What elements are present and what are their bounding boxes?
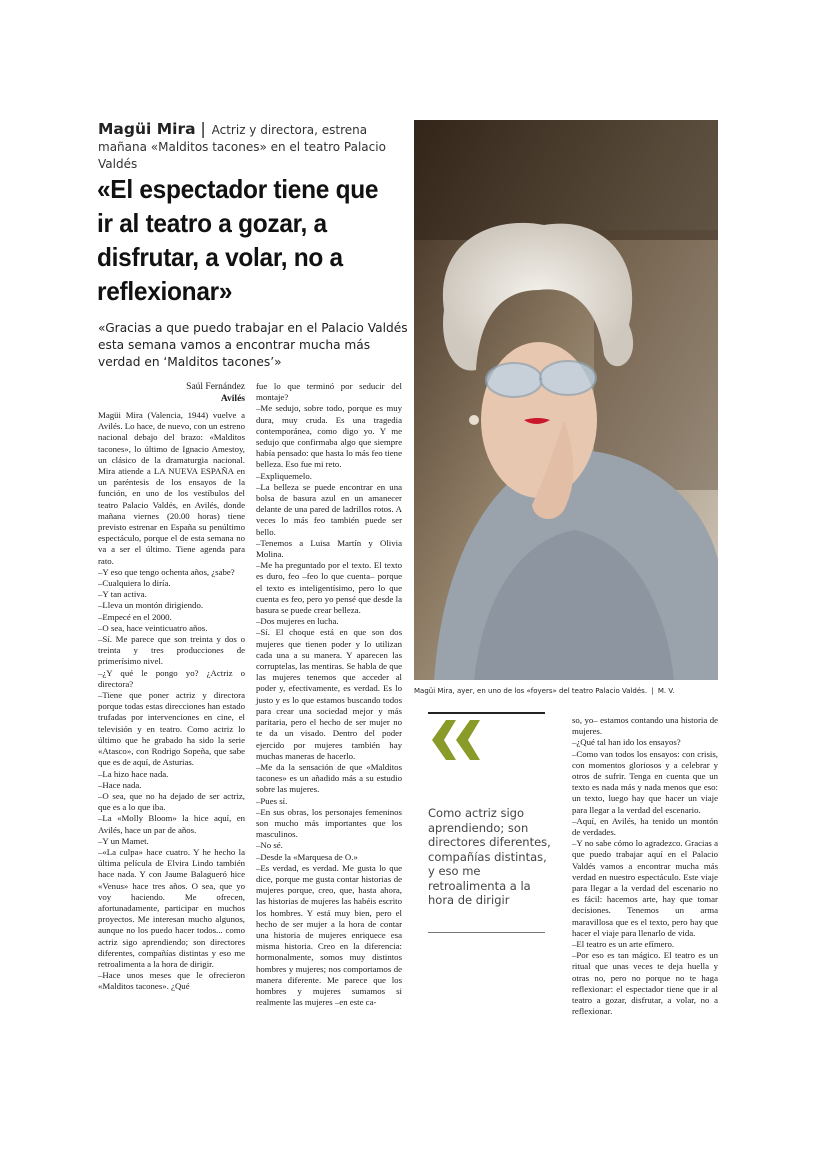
quote-mark-icon [428, 716, 488, 764]
pull-quote-bottom-rule [428, 932, 545, 933]
portrait-illustration [414, 120, 718, 680]
byline [98, 381, 245, 405]
article-column-2: fue lo que terminó por seducir del montaje? –Me sedujo, sobre todo, porque es muy dura, muy cruda. Es una tragedia contemporánea, como digo yo. Y me sedujo que confirmaba algo que siempre había pensado: que hasta lo más feo tiene belleza. Eso fue mi reto. –Expliquemelo. –La belleza se puede encontrar en una bolsa de basura azul en un amanecer delante de una pared de ladrillos rotos. A veces lo más feo también puede ser bello. –Tenemos a Luisa Martín y Olivia Molina. –Me ha preguntado por el texto. El texto es duro, feo –feo lo que cuenta– porque el texto es inteligentísimo, pero lo que cuenta es feo, pero yo pensé que desde la basura se puede crear belleza. –Dos mujeres en lucha. –Sí. El choque está en que son dos mujeres que tienen poder y lo utilizan cada una a su manera. Y aparecen las corruptelas, las mentiras. Se habla de que las mujeres tenemos que acceder al poder y, efectivamente, es verdad. Es lo justo y es lo que estamos buscando todos para crear una sociedad mejor y más paritaria, pero el hecho de ser mujer no te da un visado. Dentro del poder ejercido por mujeres también hay muchas maneras de hacerlo. –Me da la sensación de que «Malditos tacones» es un añadido más a su estudio sobre las mujeres. –Pues sí. –En sus obras, los personajes femeninos son mucho más importantes que los masculinos. –No sé. –Desde la «Marquesa de O.» –Es verdad, es verdad. Me gusta lo que dice, porque me gusta contar historias de mujeres porque, creo, que, hasta ahora, las historias de mujeres las habéis escrito los hombres. Y está muy bien, pero el hecho de ser mujer a la hora de contar una historia de mujeres enriquece esa misma historia. Creo en la diferencia: hormonalmente, somos muy distintos hombres y mujeres; nos comportamos de manera diferente. Me parece que los hombres y mujeres sumamos si realmente las mujeres –en este ca- [256, 381, 402, 1008]
caption-text: Magüi Mira, ayer, en uno de los «foyers» del teatro Palacio Valdés. [414, 687, 648, 695]
photo-credit: M. V. [657, 687, 675, 695]
kicker-separator: | [200, 119, 206, 138]
article-kicker [98, 120, 413, 173]
portrait-photo [414, 120, 718, 680]
byline-author: Saúl Fernández [186, 382, 245, 392]
article-column-1: Magüi Mira (Valencia, 1944) vuelve a Avilés. Lo hace, de nuevo, con un estreno nacional debajo del brazo: «Malditos tacones», lo último de Ignacio Amestoy, un clásico de la dramaturgia nacional. Mira atiende a LA NUEVA ESPAÑA en un paréntesis de los ensayos de la función, en uno de los vestíbulos del teatro Palacio Valdés, en Avilés, donde mañana viernes (20.00 horas) tiene previsto estrenar en España su penúltimo espectáculo, porque el de esta semana no va a ser el último. Tiene agenda para rato. –Y eso que tengo ochenta años, ¿sabe? –Cualquiera lo diría. –Y tan activa. –Lleva un montón dirigiendo. –Empecé en el 2000. –O sea, hace veinticuatro años. –Sí. Me parece que son treinta y dos o treinta y tres producciones de primerísimo nivel. –¿Y qué le pongo yo? ¿Actriz o directora? –Tiene que poner actriz y directora porque todas estas direcciones han estado trufadas por intervenciones en cine, el televisión y en teatro. Como actriz lo último que he grabado ha sido la serie «Atasco», con Rodrigo Sopeña, que sabe que es de aquí, de Asturias. –La hizo hace nada. –Hace nada. –O sea, que no ha dejado de ser actriz, que es a lo que iba. –La «Molly Bloom» la hice aquí, en Avilés, hace un par de años. –Y un Mamet. –«La culpa» hace cuatro. Y he hecho la última película de Elvira Lindo también hace nada. Y con Jaume Balagueró hice «Venus» hace tres años. O sea, que yo voy haciendo. Me ofrecen, afortunadamente, participar en muchos proyectos. Me interesan mucho algunos, aunque no los puedo hacer todos... como actriz sigo aprendiendo; son directores diferentes, compañías distintas y eso me retroalimenta a la hora de dirigir. –Hace unos meses que le ofrecieron «Malditos tacones». ¿Qué [98, 410, 245, 992]
photo-caption [414, 686, 718, 696]
pull-quote-top-rule [428, 712, 545, 714]
article-column-3: so, yo– estamos contando una historia de mujeres. –¿Qué tal han ido los ensayos? –Como van todos los ensayos: con crisis, con momentos gloriosos y a celebrar y otros de sufrir. Tenga en cuenta que un texto es nada más y nada menos que eso: un texto, luego hay que hacer un viaje para llegar a la verdad del escenario. –Aquí, en Avilés, ha tenido un montón de verdades. –Y no sabe cómo lo agradezco. Gracias a que puedo trabajar aquí en el Palacio Valdés vamos a encontrar mucha más verdad en nuestro espectáculo. Este viaje para llegar a la verdad del escenario no es fácil: hacemos arte, hay que tomar decisiones. Tenemos un arma maravillosa que es el texto, pero hay que hacer el viaje para llenarlo de vida. –El teatro es un arte efímero. –Por eso es tan mágico. El teatro es un ritual que unas veces te deja huella y otras no, pero no porque no te haga reflexionar: el espectador tiene que ir al teatro a gozar, disfrutar, a volar, no a reflexionar. [572, 715, 718, 1017]
interviewee-name: Magüi Mira [98, 120, 196, 138]
kicker-text: Actriz y directora, estrena mañana «Malditos tacones» en el teatro Palacio Valdés [98, 123, 386, 171]
byline-place: Avilés [220, 394, 245, 404]
headline: «El espectador tiene que ir al teatro a gozar, a disfrutar, a volar, no a reflexionar» [97, 174, 379, 306]
deck-subheadline: «Gracias a que puedo trabajar en el Palacio Valdés esta semana vamos a encontrar mucha más verdad en ‘Malditos tacones’» [98, 321, 408, 369]
pull-quote-text: Como actriz sigo aprendiendo; son directores diferentes, compañías distintas, y eso me retroalimenta a la hora de dirigir [428, 806, 551, 907]
caption-separator: | [651, 687, 654, 695]
